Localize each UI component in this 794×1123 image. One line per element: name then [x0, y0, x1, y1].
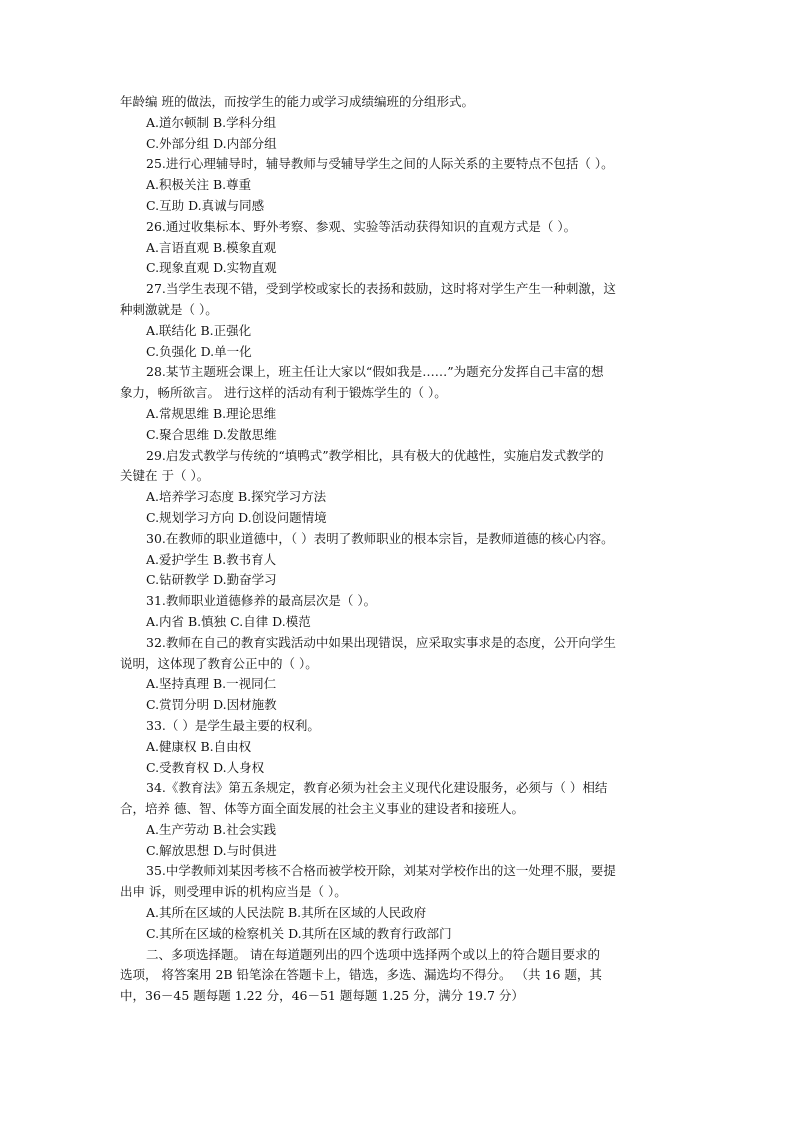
- text-line: 二、多项选择题。 请在每道题列出的四个选项中选择两个或以上的符合题目要求的: [146, 946, 600, 962]
- text-line: C.规划学习方向 D.创设问题情境: [146, 509, 327, 525]
- text-line: C.外部分组 D.内部分组: [146, 135, 277, 151]
- text-line: 种刺激就是（ ）。: [120, 301, 218, 317]
- text-line: 中，36－45 题每题 1.22 分，46－51 题每题 1.25 分，满分 19.7 分）: [120, 988, 524, 1004]
- text-line: 说明，这体现了教育公正中的（ ）。: [120, 655, 318, 671]
- text-line: A.言语直观 B.模象直观: [146, 239, 277, 255]
- text-line: 28.某节主题班会课上，班主任让大家以“假如我是……”为题充分发挥自己丰富的想: [146, 364, 604, 380]
- text-line: A.其所在区域的人民法院 B.其所在区域的人民政府: [146, 905, 427, 921]
- text-line: 年龄编 班的做法，而按学生的能力或学习成绩编班的分组形式。: [120, 94, 474, 109]
- text-line: 30.在教师的职业道德中，（ ）表明了教师职业的根本宗旨，是教师道德的核心内容。: [146, 530, 614, 546]
- text-line: C.钻研教学 D.勤奋学习: [146, 572, 277, 588]
- text-line: A.坚持真理 B.一视同仁: [146, 676, 277, 692]
- text-line: 象力，畅所欲言。 进行这样的活动有利于锻炼学生的（ ）。: [120, 385, 447, 401]
- text-line: A.健康权 B.自由权: [146, 738, 252, 754]
- text-line: 31.教师职业道德修养的最高层次是（ ）。: [146, 593, 377, 609]
- text-line: C.赏罚分明 D.因材施教: [146, 697, 277, 713]
- text-line: 32.教师在自己的教育实践活动中如果出现错误，应采取实事求是的态度，公开向学生: [146, 634, 616, 650]
- text-line: C.负强化 D.单一化: [146, 343, 252, 359]
- text-line: A.生产劳动 B.社会实践: [146, 821, 277, 837]
- text-line: C.现象直观 D.实物直观: [146, 260, 277, 276]
- text-line: 34.《教育法》第五条规定，教育必须为社会主义现代化建设服务，必须与（ ）相结: [146, 780, 608, 796]
- text-line: C.互助 D.真诚与同感: [146, 197, 265, 213]
- text-line: A.道尔顿制 B.学科分组: [146, 114, 277, 130]
- text-line: 35.中学教师刘某因考核不合格而被学校开除，刘某对学校作出的这一处理不服，要提: [146, 863, 616, 879]
- text-line: 选项， 将答案用 2B 铅笔涂在答题卡上，错选，多选、漏选均不得分。 （共 16 题，其: [120, 967, 602, 983]
- text-line: 33.（ ）是学生最主要的权利。: [146, 717, 320, 733]
- text-line: 25.进行心理辅导时，辅导教师与受辅导学生之间的人际关系的主要特点不包括（ ）。: [146, 156, 614, 172]
- text-line: A.常规思维 B.理论思维: [146, 405, 277, 421]
- text-line: 29.启发式教学与传统的“填鸭式”教学相比，具有极大的优越性，实施启发式教学的: [146, 447, 604, 463]
- text-line: 合，培养 德、智、体等方面全面发展的社会主义事业的建设者和接班人。: [120, 801, 524, 817]
- text-line: A.内省 B.慎独 C.自律 D.模范: [146, 613, 311, 629]
- text-line: A.联结化 B.正强化: [146, 322, 252, 338]
- text-line: C.聚合思维 D.发散思维: [146, 426, 277, 442]
- text-line: 27.当学生表现不错，受到学校或家长的表扬和鼓励，这时将对学生产生一种刺激，这: [146, 281, 616, 297]
- text-line: A.爱护学生 B.教书育人: [146, 551, 277, 567]
- text-line: C.解放思想 D.与时俱进: [146, 842, 277, 858]
- text-line: A.积极关注 B.尊重: [146, 177, 252, 193]
- document-page: [120, 92, 690, 1007]
- text-line: 出申 诉，则受理申诉的机构应当是（ ）。: [120, 884, 347, 900]
- text-line: C.其所在区域的检察机关 D.其所在区域的教育行政部门: [146, 925, 452, 941]
- text-line: 关键在 于（ ）。: [120, 468, 210, 484]
- text-line: A.培养学习态度 B.探究学习方法: [146, 489, 327, 505]
- text-line: 26.通过收集标本、野外考察、参观、实验等活动获得知识的直观方式是（ ）。: [146, 218, 577, 234]
- text-line: C.受教育权 D.人身权: [146, 759, 265, 775]
